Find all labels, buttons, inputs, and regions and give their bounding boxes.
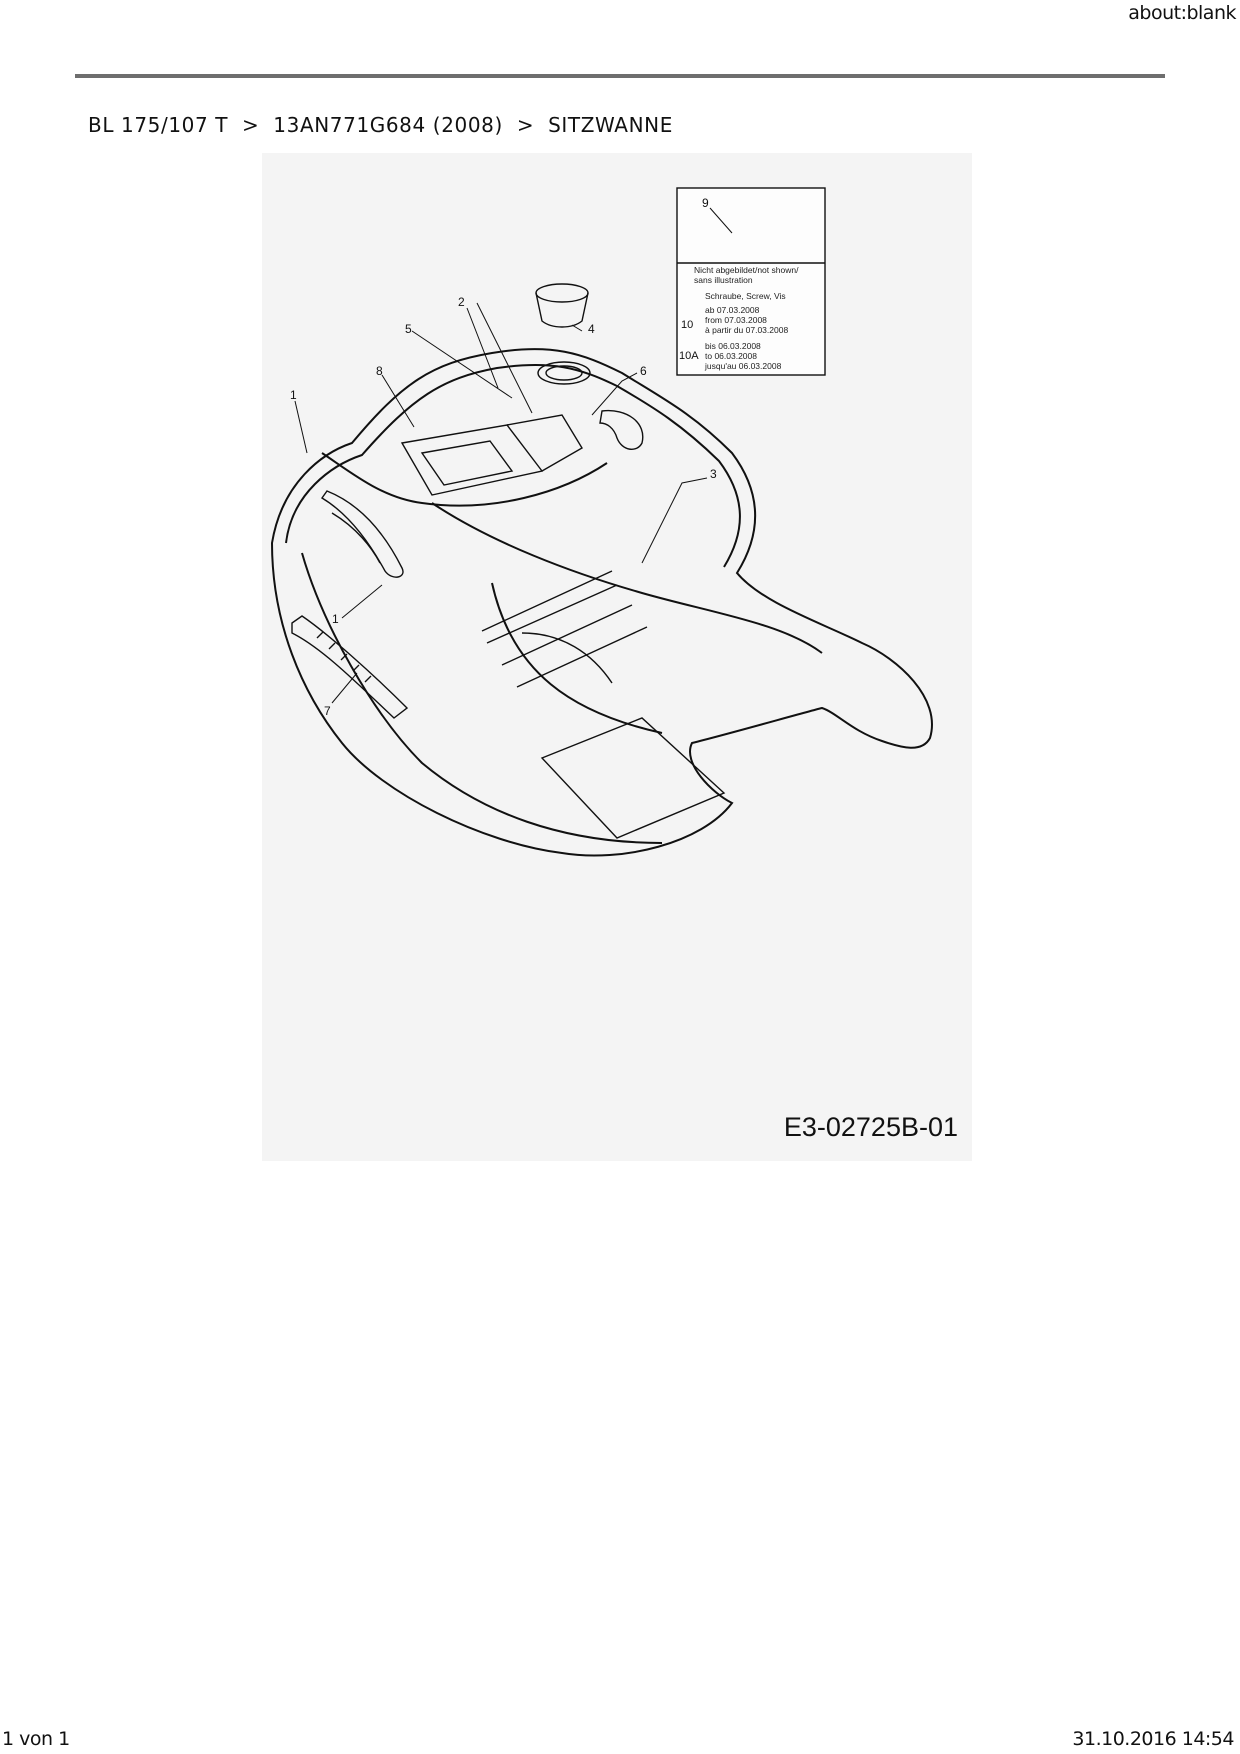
legend-note: sans illustration <box>694 275 753 285</box>
seat-pan-drawing <box>262 153 972 1161</box>
seat-pan-outline <box>272 349 932 855</box>
legend-line: from 07.03.2008 <box>705 315 767 325</box>
adjusting-rail <box>292 616 407 718</box>
part-label: 1 <box>290 388 297 402</box>
breadcrumb-item-serial[interactable]: 13AN771G684 (2008) <box>273 113 503 137</box>
part-label: 5 <box>405 322 412 336</box>
legend-line: to 06.03.2008 <box>705 351 757 361</box>
breadcrumb-separator: > <box>516 113 535 137</box>
legend-line: à partir du 07.03.2008 <box>705 325 789 335</box>
part-label: 9 <box>702 196 709 210</box>
part-label: 8 <box>376 364 383 378</box>
legend-line: jusqu'au 06.03.2008 <box>705 361 782 371</box>
legend-number: 10A <box>679 350 699 362</box>
legend-line: Schraube, Screw, Vis <box>705 291 786 301</box>
legend-line: bis 06.03.2008 <box>705 341 761 351</box>
breadcrumb-item-section: SITZWANNE <box>548 113 673 137</box>
part-label: 2 <box>458 295 465 309</box>
legend-line: ab 07.03.2008 <box>705 305 760 315</box>
legend-note: Nicht abgebildet/not shown/ <box>694 265 799 275</box>
part-label: 7 <box>324 704 331 718</box>
breadcrumb-separator: > <box>242 113 260 137</box>
header-url: about:blank <box>1128 2 1236 24</box>
part-label: 3 <box>710 467 717 481</box>
part-label: 1 <box>332 612 339 626</box>
footer-datetime: 31.10.2016 14:54 <box>1072 1728 1234 1750</box>
part-label: 6 <box>640 364 647 378</box>
part-label: 4 <box>588 322 595 336</box>
exploded-view-figure <box>262 153 972 1161</box>
header-divider <box>75 74 1165 78</box>
legend-number: 10 <box>681 319 694 331</box>
breadcrumb <box>88 113 673 137</box>
footer-page-count: 1 von 1 <box>2 1728 70 1750</box>
figure-code: E3-02725B-01 <box>783 1112 958 1142</box>
breadcrumb-item-model[interactable]: BL 175/107 T <box>88 113 229 137</box>
